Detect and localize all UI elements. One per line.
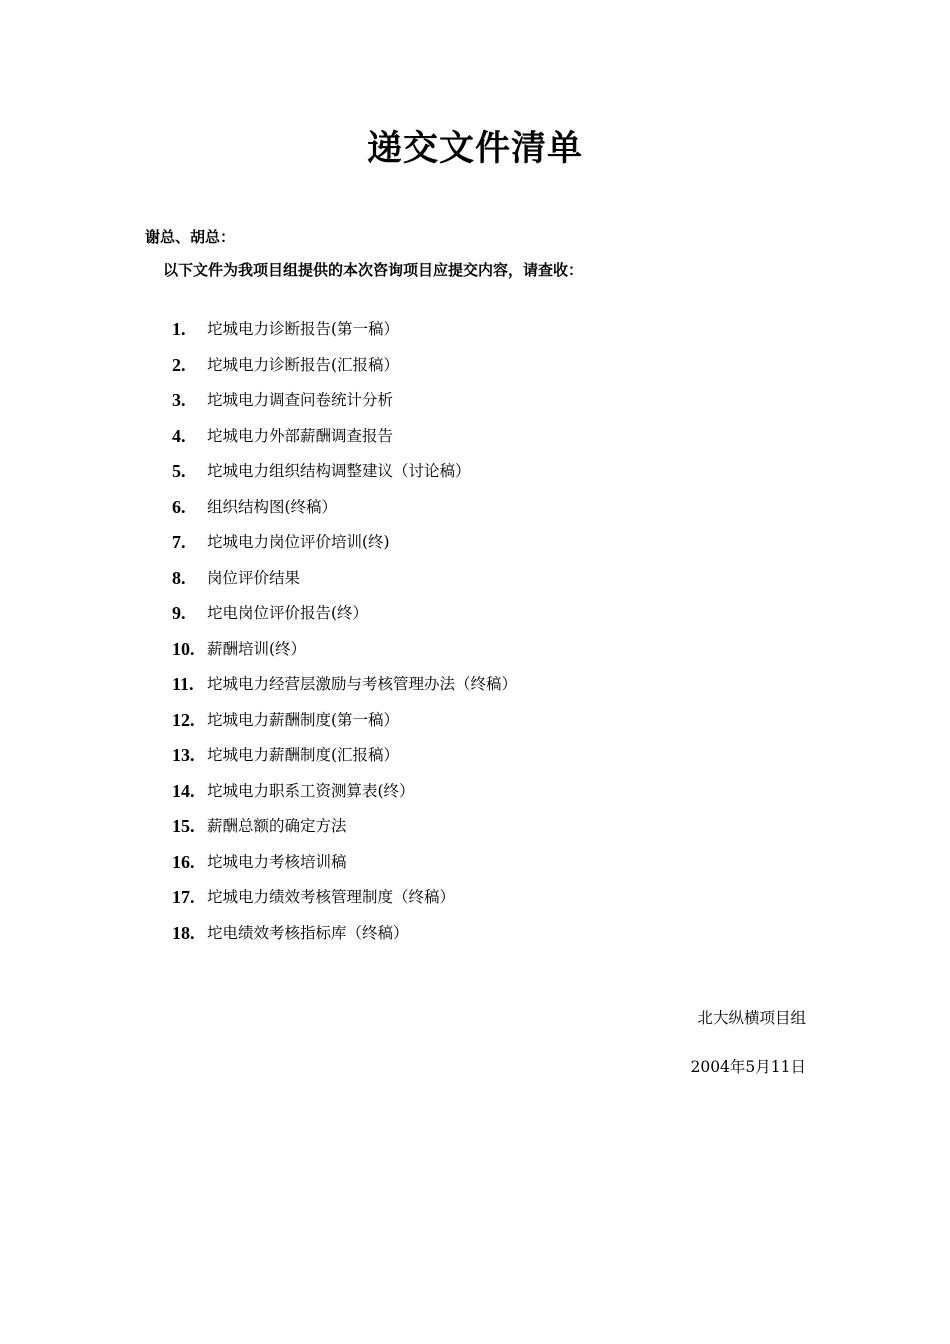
list-item <box>0 386 950 422</box>
file-list <box>0 315 950 954</box>
list-item-text: 坨城电力岗位评价培训(终) <box>207 533 390 551</box>
list-item-text: 坨城电力组织结构调整建议（讨论稿） <box>207 462 471 480</box>
list-item-text: 薪酬培训(终） <box>207 639 307 658</box>
list-item-number: 5. <box>172 461 186 481</box>
list-item-number: 6. <box>172 496 186 517</box>
list-item-text: 坨城电力薪酬制度(汇报稿） <box>207 746 400 764</box>
list-item-text: 岗位评价结果 <box>207 568 301 587</box>
list-item-number: 3. <box>172 390 186 410</box>
list-item-text: 坨城电力绩效考核管理制度（终稿） <box>207 888 456 906</box>
list-item-number: 13. <box>172 745 195 765</box>
list-item <box>0 883 950 919</box>
list-item-text: 坨城电力调查问卷统计分析 <box>207 391 394 409</box>
document-title: 递交文件清单 <box>366 128 583 169</box>
list-item-number: 8. <box>172 567 186 588</box>
intro-text: 以下文件为我项目组提供的本次咨询项目应提交内容，请查收： <box>163 261 584 279</box>
list-item-number: 9. <box>172 603 186 623</box>
salutation: 谢总、胡总： <box>145 228 236 246</box>
list-item-number: 14. <box>172 780 195 801</box>
list-item-text: 坨城电力考核培训稿 <box>207 852 347 871</box>
list-item <box>0 493 950 529</box>
list-item <box>0 706 950 742</box>
list-item <box>0 315 950 351</box>
list-item <box>0 599 950 635</box>
list-item-text: 坨电绩效考核指标库（终稿） <box>207 923 409 942</box>
list-item-text: 坨城电力职系工资测算表(终） <box>207 781 415 800</box>
list-item <box>0 777 950 813</box>
list-item <box>0 635 950 671</box>
list-item-number: 2. <box>172 354 186 375</box>
list-item-text: 坨城电力薪酬制度(第一稿） <box>207 710 400 729</box>
list-item <box>0 919 950 955</box>
list-item-text: 坨电岗位评价报告(终） <box>207 604 369 622</box>
list-item-number: 16. <box>172 851 195 872</box>
date: 2004年5月11日 <box>690 1058 806 1076</box>
list-item <box>0 351 950 387</box>
list-item-number: 18. <box>172 922 195 943</box>
list-item-number: 10. <box>172 638 195 659</box>
list-item-text: 坨城电力诊断报告(第一稿） <box>207 320 400 338</box>
list-item-number: 7. <box>172 532 186 552</box>
signature: 北大纵横项目组 <box>697 1009 806 1027</box>
list-item-number: 17. <box>172 887 195 907</box>
list-item-number: 1. <box>172 319 186 339</box>
list-item <box>0 528 950 564</box>
list-item-text: 坨城电力诊断报告(汇报稿） <box>207 355 400 374</box>
list-item-text: 坨城电力经营层激励与考核管理办法（终稿） <box>207 675 518 693</box>
list-item-number: 11. <box>172 674 194 694</box>
list-item-number: 15. <box>172 816 195 836</box>
list-item <box>0 457 950 493</box>
list-item <box>0 848 950 884</box>
list-item <box>0 564 950 600</box>
list-item <box>0 812 950 848</box>
list-item-text: 组织结构图(终稿） <box>207 497 338 516</box>
list-item-text: 薪酬总额的确定方法 <box>207 817 347 835</box>
list-item <box>0 422 950 458</box>
list-item-text: 坨城电力外部薪酬调查报告 <box>207 426 394 445</box>
list-item-number: 4. <box>172 425 186 446</box>
list-item <box>0 670 950 706</box>
list-item-number: 12. <box>172 709 195 730</box>
list-item <box>0 741 950 777</box>
